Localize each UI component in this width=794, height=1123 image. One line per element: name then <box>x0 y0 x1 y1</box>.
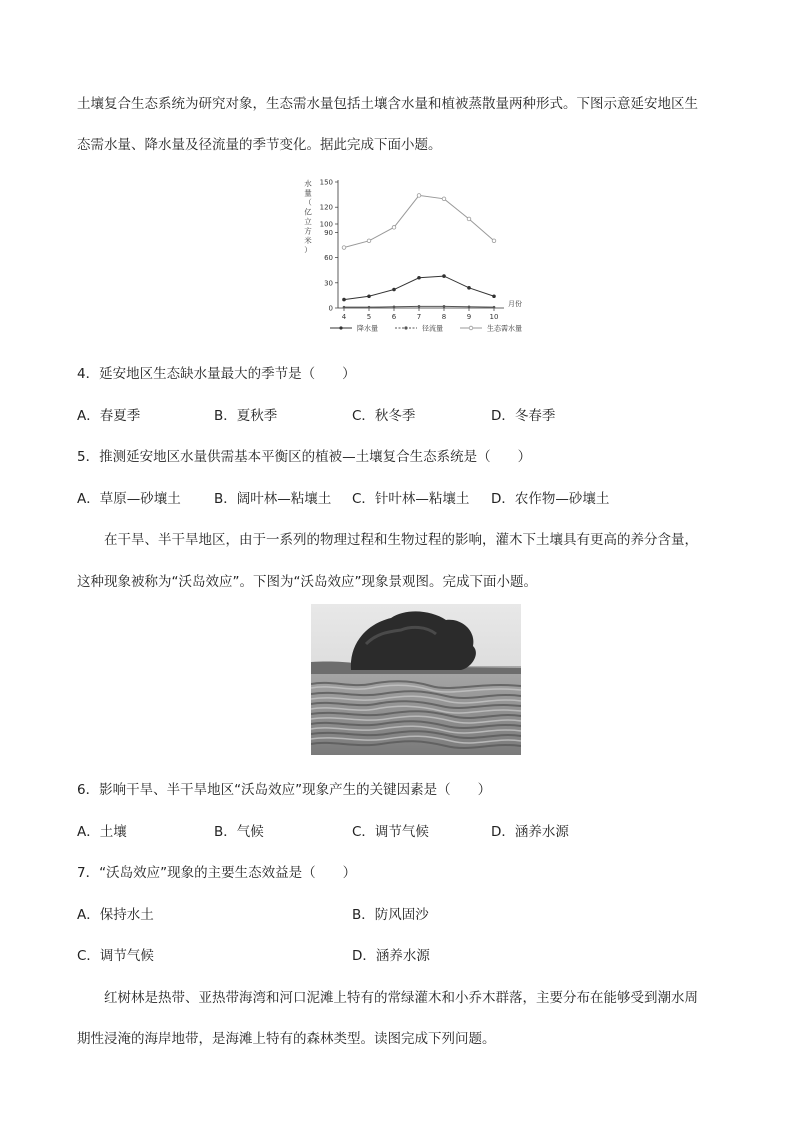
y-axis-label-char: ） <box>304 245 312 255</box>
y-axis-label <box>304 178 312 255</box>
chart-legend <box>330 324 522 333</box>
x-tick-label: 10 <box>489 313 499 321</box>
legend-label-1: 径流量 <box>422 324 443 333</box>
series-point-1 <box>418 305 421 308</box>
series-line-0 <box>344 276 494 300</box>
chart-ticks <box>320 179 522 322</box>
x-tick-label: 4 <box>341 313 347 321</box>
q7-stem: 7．“沃岛效应”现象的主要生态效益是（ ） <box>77 865 357 881</box>
q4-option-c[interactable]: C．秋冬季 <box>352 408 416 424</box>
intro-line-1: 土壤复合生态系统为研究对象，生态需水量包括土壤含水量和植被蒸散量两种形式。下图示意延安地区生 <box>77 96 698 112</box>
x-tick-label: 5 <box>366 313 372 321</box>
series-point-1 <box>368 306 371 309</box>
q6-option-c[interactable]: C．调节气候 <box>352 824 429 840</box>
legend-marker-1 <box>404 326 407 329</box>
x-tick-label: 7 <box>416 313 422 321</box>
series-point-0 <box>392 288 396 292</box>
passage2-line-2: 这种现象被称为“沃岛效应”。下图为“沃岛效应”现象景观图。完成下面小题。 <box>77 574 537 590</box>
x-tick-label: 6 <box>391 313 397 321</box>
y-tick-label: 0 <box>328 304 333 313</box>
series-point-1 <box>443 305 446 308</box>
passage2-line-1: 在干旱、半干旱地区，由于一系列的物理过程和生物过程的影响，灌木下土壤具有更高的养分含量， <box>104 532 698 548</box>
y-axis-label-char: 方 <box>304 226 312 236</box>
series-point-1 <box>343 306 346 309</box>
y-axis-label-char: 水 <box>304 179 312 188</box>
x-tick-label: 8 <box>441 313 447 321</box>
q7-option-b[interactable]: B．防风固沙 <box>352 907 429 923</box>
y-tick-label: 60 <box>324 254 333 263</box>
series-point-1 <box>493 306 496 309</box>
series-point-0 <box>467 286 471 290</box>
q5-stem: 5．推测延安地区水量供需基本平衡区的植被—土壤复合生态系统是（ ） <box>77 449 532 465</box>
x-tick-label: 9 <box>466 313 472 321</box>
shrub-dune-photo <box>311 604 521 755</box>
series-point-2 <box>417 194 421 198</box>
y-axis-label-char: 量 <box>304 188 312 198</box>
series-point-2 <box>367 239 371 243</box>
series-point-2 <box>467 217 471 221</box>
legend-marker-0 <box>339 326 342 329</box>
series-point-2 <box>492 239 496 243</box>
y-tick-label: 100 <box>319 220 333 229</box>
series-point-0 <box>367 294 371 298</box>
legend-marker-2 <box>469 326 473 330</box>
x-axis-label: 月份 <box>508 300 522 308</box>
q7-option-a[interactable]: A．保持水土 <box>77 907 154 923</box>
legend-label-0: 降水量 <box>357 324 378 333</box>
y-tick-label: 30 <box>324 279 333 288</box>
chart-axes <box>338 180 504 308</box>
q7-option-d[interactable]: D．涵养水源 <box>352 948 430 964</box>
series-point-1 <box>393 305 396 308</box>
series-point-0 <box>442 274 446 278</box>
q6-option-b[interactable]: B．气候 <box>214 824 264 840</box>
q4-stem: 4．延安地区生态缺水量最大的季节是（ ） <box>77 366 356 382</box>
passage3-line-2: 期性浸淹的海岸地带，是海滩上特有的森林类型。读图完成下列问题。 <box>77 1031 496 1047</box>
series-point-0 <box>342 298 346 302</box>
q5-option-d[interactable]: D．农作物—砂壤土 <box>491 491 610 507</box>
series-point-2 <box>442 197 446 201</box>
q5-option-c[interactable]: C．针叶林—粘壤土 <box>352 491 470 507</box>
chart-series <box>342 194 496 309</box>
y-axis-label-char: 亿 <box>304 207 312 217</box>
q5-option-a[interactable]: A．草原—砂壤土 <box>77 491 181 507</box>
q7-option-c[interactable]: C．调节气候 <box>77 948 154 964</box>
series-line-2 <box>344 195 494 247</box>
intro-line-2: 态需水量、降水量及径流量的季节变化。据此完成下面小题。 <box>77 137 442 153</box>
y-axis-label-char: 米 <box>304 236 312 245</box>
series-point-2 <box>392 226 396 230</box>
q6-stem: 6．影响干旱、半干旱地区“沃岛效应”现象产生的关键因素是（ ） <box>77 782 492 798</box>
series-point-0 <box>492 294 496 298</box>
q4-option-a[interactable]: A．春夏季 <box>77 408 141 424</box>
series-point-1 <box>468 305 471 308</box>
series-point-0 <box>417 276 421 280</box>
y-tick-label: 120 <box>319 203 333 212</box>
legend-label-2: 生态需水量 <box>487 324 522 333</box>
water-chart <box>300 176 540 338</box>
y-tick-label: 90 <box>324 228 333 237</box>
q5-option-b[interactable]: B．阔叶林—粘壤土 <box>214 491 332 507</box>
y-tick-label: 150 <box>319 178 333 187</box>
q4-option-d[interactable]: D．冬春季 <box>491 408 556 424</box>
q4-option-b[interactable]: B．夏秋季 <box>214 408 278 424</box>
q6-option-d[interactable]: D．涵养水源 <box>491 824 569 840</box>
series-point-2 <box>342 246 346 250</box>
q6-option-a[interactable]: A．土壤 <box>77 824 127 840</box>
y-axis-label-char: 立 <box>304 217 312 226</box>
passage3-line-1: 红树林是热带、亚热带海湾和河口泥滩上特有的常绿灌木和小乔木群落，主要分布在能够受到潮水周 <box>104 990 698 1006</box>
y-axis-label-char: （ <box>304 198 312 207</box>
